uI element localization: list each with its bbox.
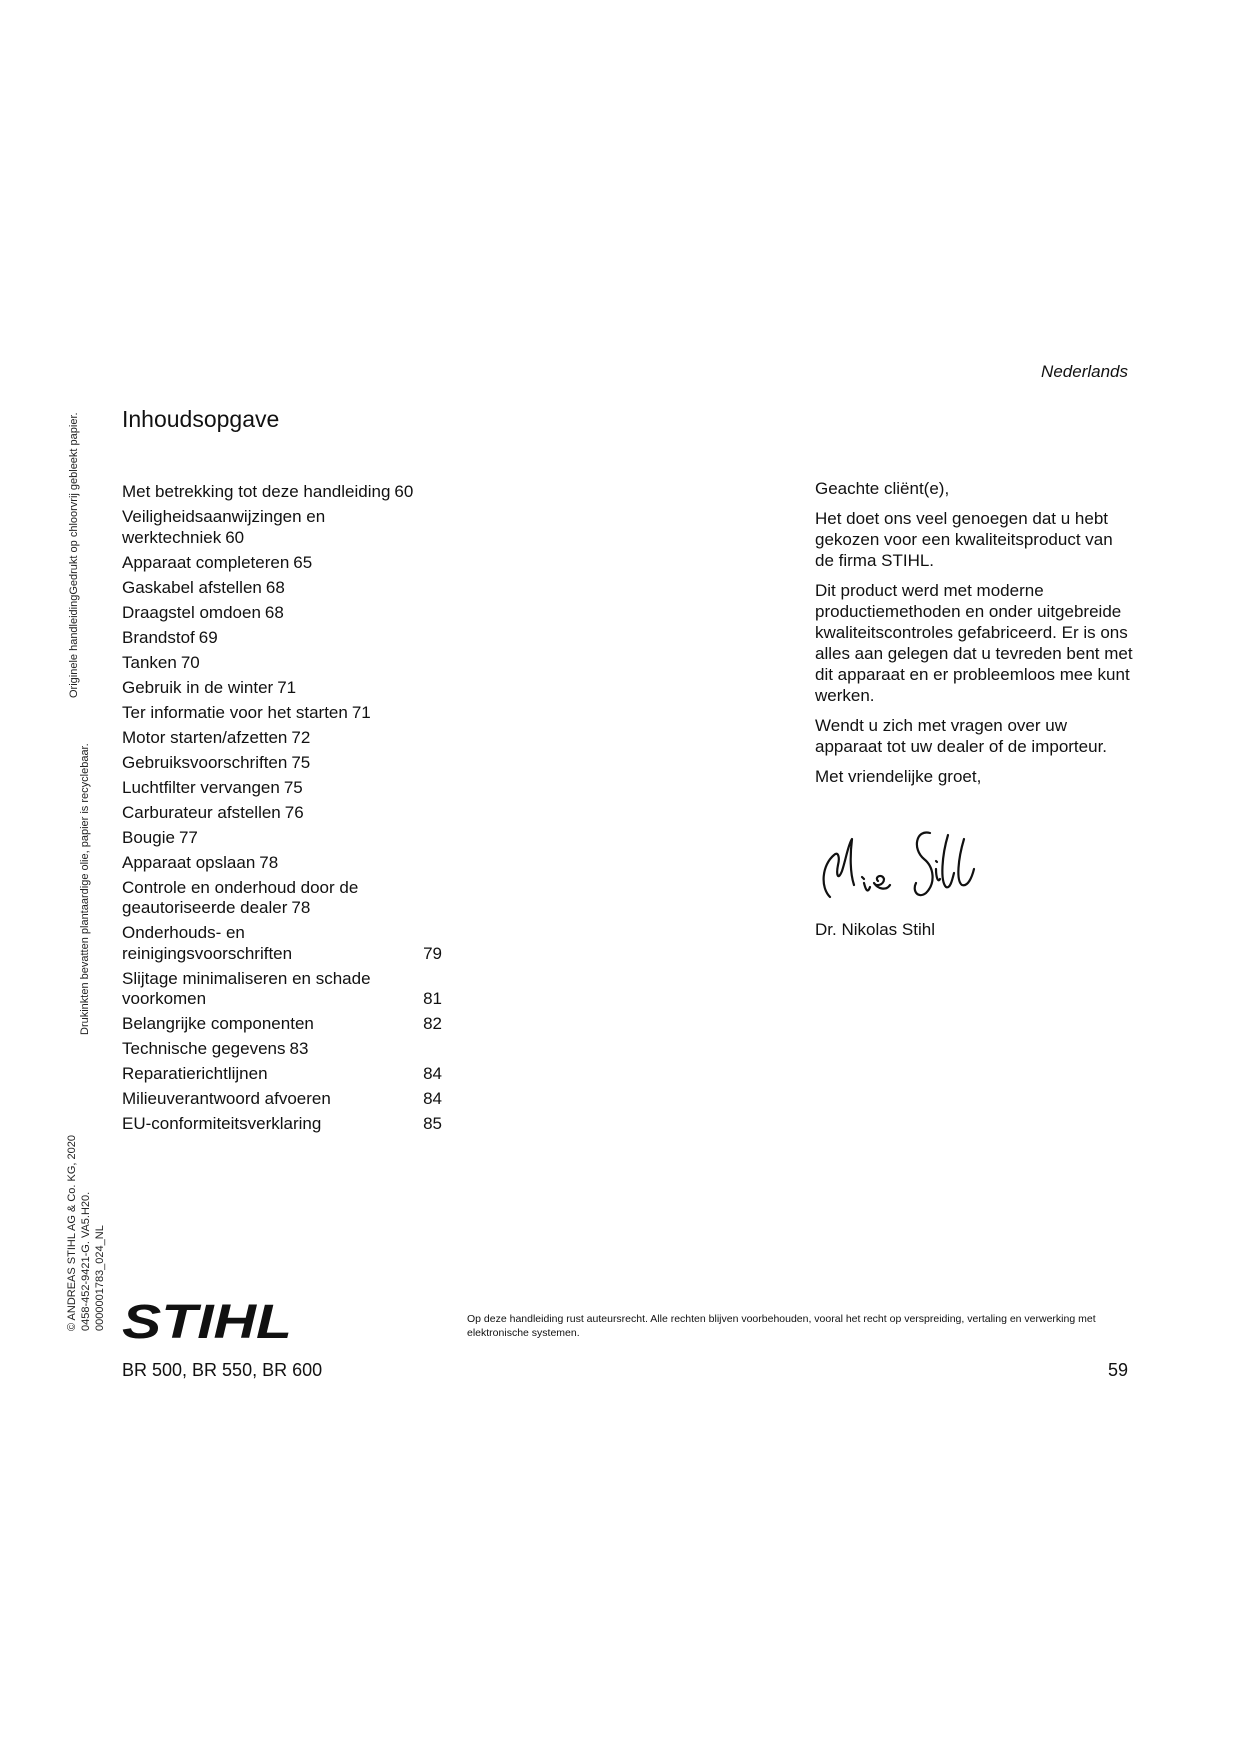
toc-item[interactable]: Gebruik in de winter 71 <box>122 677 297 697</box>
toc-item[interactable]: Controle en onderhoud door de geautoriseerde dealer 78 <box>122 877 359 917</box>
ink-info-vertical: Drukinkten bevatten plantaardige olie, papier is recyclebaar. <box>79 743 91 1035</box>
table-of-contents <box>122 482 442 1139</box>
doc-code-vertical: 0000001783_024_NL <box>94 1225 106 1331</box>
toc-item[interactable]: Slijtage minimaliseren en schade voorkomen 81 <box>122 968 442 1008</box>
toc-item[interactable]: Onderhouds- en reinigingsvoorschriften 79 <box>122 923 442 963</box>
letter-closing: Met vriendelijke groet, <box>815 767 982 786</box>
toc-item[interactable]: Gebruiksvoorschriften 75 <box>122 752 311 772</box>
toc-item[interactable]: Technische gegevens 83 <box>122 1039 309 1058</box>
toc-item[interactable]: Reparatierichtlijnen 84 <box>122 1064 442 1083</box>
toc-item[interactable]: Met betrekking tot deze handleiding 60 <box>122 482 414 501</box>
toc-item[interactable]: EU-conformiteitsverklaring 85 <box>122 1114 442 1133</box>
welcome-letter <box>815 478 1133 796</box>
language-label: Nederlands <box>1041 362 1128 381</box>
copyright-line-vertical: © ANDREAS STIHL AG & Co. KG, 2020 <box>66 1135 78 1331</box>
letter-paragraph: Dit product werd met moderne productiemethoden en onder uitgebreide kwaliteitscontroles gefabriceerd. Er is ons alles aan gelegen dat u tevreden bent met dit apparaat en er probleemloos mee kunt werken. <box>815 581 1133 705</box>
toc-item[interactable]: Belangrijke componenten 82 <box>122 1014 442 1033</box>
toc-title: Inhoudsopgave <box>122 406 280 432</box>
letter-greeting: Geachte cliënt(e), <box>815 479 950 498</box>
toc-item[interactable]: Milieuverantwoord afvoeren 84 <box>122 1089 442 1108</box>
print-info-vertical: Originele handleidingGedrukt op chloorvrij gebleekt papier. <box>68 412 80 698</box>
toc-item[interactable]: Draagstel omdoen 68 <box>122 602 284 622</box>
svg-text:STIHL: STIHL <box>122 1300 292 1342</box>
toc-item[interactable]: Brandstof 69 <box>122 627 218 647</box>
toc-item[interactable]: Ter informatie voor het starten 71 <box>122 702 371 722</box>
toc-item[interactable]: Gaskabel afstellen 68 <box>122 577 285 597</box>
toc-item[interactable]: Carburateur afstellen 76 <box>122 802 304 822</box>
copyright-notice: Op deze handleiding rust auteursrecht. Alle rechten blijven voorbehouden, vooral het recht op verspreiding, vertaling en verwerking met elektronische systemen. <box>467 1313 1096 1339</box>
toc-item[interactable]: Apparaat opslaan 78 <box>122 852 279 872</box>
toc-item[interactable]: Bougie 77 <box>122 827 198 847</box>
page-number: 59 <box>1107 1360 1128 1380</box>
toc-item[interactable]: Motor starten/afzetten 72 <box>122 727 311 747</box>
model-numbers: BR 500, BR 550, BR 600 <box>122 1360 323 1380</box>
toc-item[interactable]: Luchtfilter vervangen 75 <box>122 777 303 797</box>
toc-item[interactable]: Apparaat completeren 65 <box>122 552 313 572</box>
toc-item[interactable]: Veiligheidsaanwijzingen en werktechniek 60 <box>122 507 326 547</box>
stihl-logo <box>122 1300 294 1342</box>
letter-paragraph: Het doet ons veel genoegen dat u hebt gekozen voor een kwaliteitsproduct van de firma STIHL. <box>815 509 1113 570</box>
handwritten-signature <box>812 825 977 905</box>
doc-number-vertical: 0458-452-9421-G. VA5.H20. <box>80 1191 92 1331</box>
letter-paragraph: Wendt u zich met vragen over uw apparaat tot uw dealer of de importeur. <box>815 716 1108 756</box>
signer-name: Dr. Nikolas Stihl <box>815 920 935 939</box>
toc-item[interactable]: Tanken 70 <box>122 652 200 672</box>
